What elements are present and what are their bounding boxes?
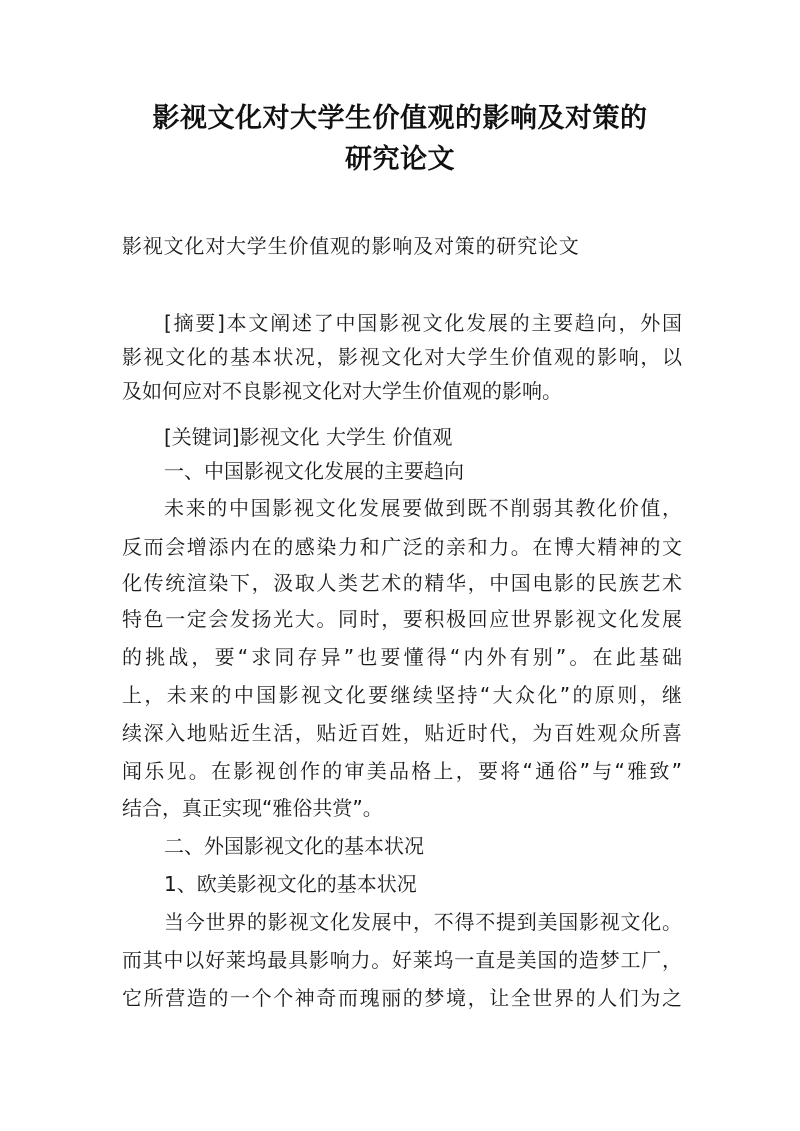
- paragraph-line: 结合，真正实现“雅俗共赏”。: [122, 796, 383, 820]
- paragraph-line: 未来的中国影视文化发展要做到既不削弱其教化价值，: [164, 496, 682, 520]
- paragraph-line: 闻乐见。在影视创作的审美品格上，要将“通俗”与“雅致”: [122, 759, 682, 783]
- section-heading: 二、外国影视文化的基本状况: [164, 834, 424, 858]
- paragraph-line: 反而会增添内在的感染力和广泛的亲和力。在博大精神的文: [122, 535, 682, 559]
- paragraph-line: 特色一定会发扬光大。同时，要积极回应世界影视文化发展: [122, 607, 682, 631]
- paragraph-line: 它所营造的一个个神奇而瑰丽的梦境，让全世界的人们为之: [122, 986, 682, 1010]
- paragraph-line: 上，未来的中国影视文化要继续坚持“大众化”的原则，继: [122, 683, 682, 707]
- paragraph-line: 而其中以好莱坞最具影响力。好莱坞一直是美国的造梦工厂，: [122, 948, 682, 972]
- paragraph-line: 的挑战，要“求同存异”也要懂得“内外有别”。在此基础: [122, 645, 682, 669]
- paragraph-line: 化传统渲染下，汲取人类艺术的精华，中国电影的民族艺术: [122, 571, 682, 595]
- document-title-line-1: 影视文化对大学生价值观的影响及对策的: [152, 103, 648, 134]
- document-subtitle: 影视文化对大学生价值观的影响及对策的研究论文: [122, 234, 580, 258]
- abstract-line: [摘要]本文阐述了中国影视文化发展的主要趋向，外国: [164, 311, 682, 335]
- abstract-line: 及如何应对不良影视文化对大学生价值观的影响。: [122, 379, 562, 403]
- section-heading: 一、中国影视文化发展的主要趋向: [164, 459, 464, 483]
- document-title-line-2: 研究论文: [345, 144, 455, 175]
- paragraph-line: 续深入地贴近生活，贴近百姓，贴近时代，为百姓观众所喜: [122, 721, 682, 745]
- paragraph-line: 当今世界的影视文化发展中，不得不提到美国影视文化。: [164, 910, 682, 934]
- keywords-line: [关键词]影视文化 大学生 价值观: [164, 425, 453, 449]
- abstract-line: 影视文化的基本状况，影视文化对大学生价值观的影响，以: [122, 345, 682, 369]
- subsection-heading: 1、欧美影视文化的基本状况: [164, 872, 417, 896]
